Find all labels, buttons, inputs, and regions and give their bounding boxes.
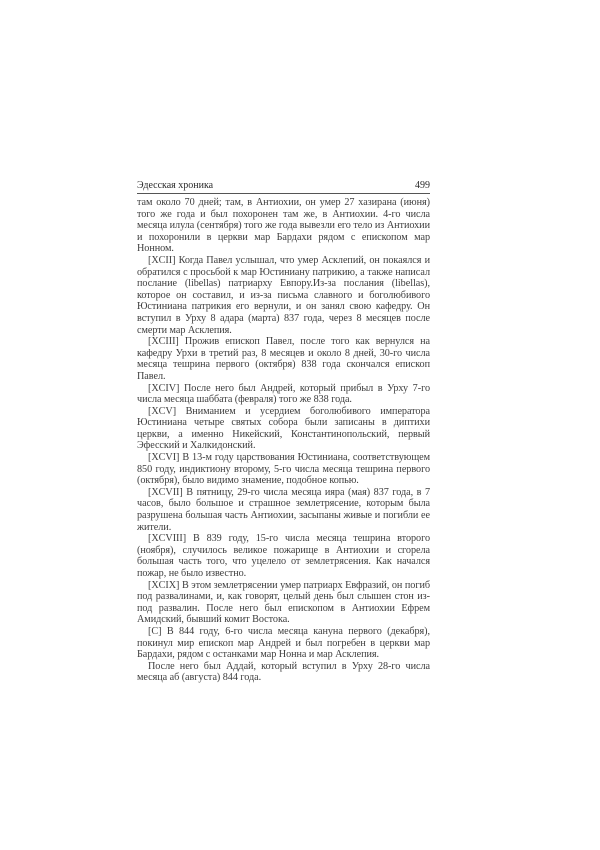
page-number: 499 — [415, 180, 430, 191]
paragraph: [XCVIII] В 839 году, 15-го числа месяца тешрина второго (ноября), случилось великое пожарище в Антиохии и сгорела большая часть того, что уцелело от землетрясения. Как начался пожар, не было известно. — [137, 533, 430, 579]
paragraph: [XCIX] В этом землетрясении умер патриарх Евфразий, он погиб под развалинами, и, как говорят, целый день был слышен стон из-под развалин. После него был епископом в Антиохии Ефрем Амидский, бывший комит Востока. — [137, 579, 430, 626]
paragraph: [XCIV] После него был Андрей, который прибыл в Урху 7-го числа месяца шаббата (февраля) того же 838 года. — [137, 382, 430, 406]
paragraph: [XCV] Вниманием и усердием боголюбивого императора Юстиниана четыре святых собора были записаны в диптихи церкви, а именно Никейский, Константинопольский, первый Эфесский и Халкидонский. — [137, 405, 430, 452]
paragraph: [XCIII] Прожив епископ Павел, после того как вернулся на кафедру Урхи в третий раз, 8 месяцев и около 8 дней, 30-го числа месяца тешрина первого (октября) 838 года скончался епископ Павел. — [137, 336, 430, 382]
paragraph: [XCII] Когда Павел услышал, что умер Асклепий, он покаялся и обратился с просьбой к мар Юстиниану патрикию, а также написал послание (libellas) патриарху Евпору.Из-за послания (libellas), которое он составил, и из-за письма славного и боголюбивого Юстиниана патрикия его вернули, и он занял свою кафедру. Он вступил в Урху 8 адара (марта) 837 года, через 8 месяцев после смерти мар Асклепия. — [137, 254, 430, 336]
running-head-title: Эдесская хроника — [137, 180, 214, 191]
paragraph: там около 70 дней; там, в Антиохии, он умер 27 хазирана (июня) того же года и был похоронен там же, в Антиохии. 4-го числа месяца илула (сентября) того же года вывезли его тело из Антиохии и похоронили в церкви мар Бардахи рядом с епископом мар Нонном. — [137, 197, 430, 255]
running-head — [137, 180, 430, 194]
header-rule — [137, 193, 430, 194]
paragraph: [XCVII] В пятницу, 29-го числа месяца ияра (мая) 837 года, в 7 часов, было большое и страшное землетрясение, которым была разрушена большая часть Антиохии, засыпаны живые и погибли ее жители. — [137, 486, 430, 533]
paragraph: [XCVI] В 13-м году царствования Юстиниана, соответствующем 850 году, индиктиону второму, 5-го числа месяца тешрина первого (октября), было видимо знамение, подобное копью. — [137, 452, 430, 487]
paragraph: [C] В 844 году, 6-го числа месяца канyна первого (декабря), покинул мир епископ мар Андрей и был погребен в церкви мар Бардахи, рядом с останками мар Нонна и мар Асклепия. — [137, 625, 430, 661]
body-text — [137, 197, 430, 684]
paragraph: После него был Аддай, который вступил в Урху 28-го числа месяца аб (августа) 844 года. — [137, 660, 430, 684]
